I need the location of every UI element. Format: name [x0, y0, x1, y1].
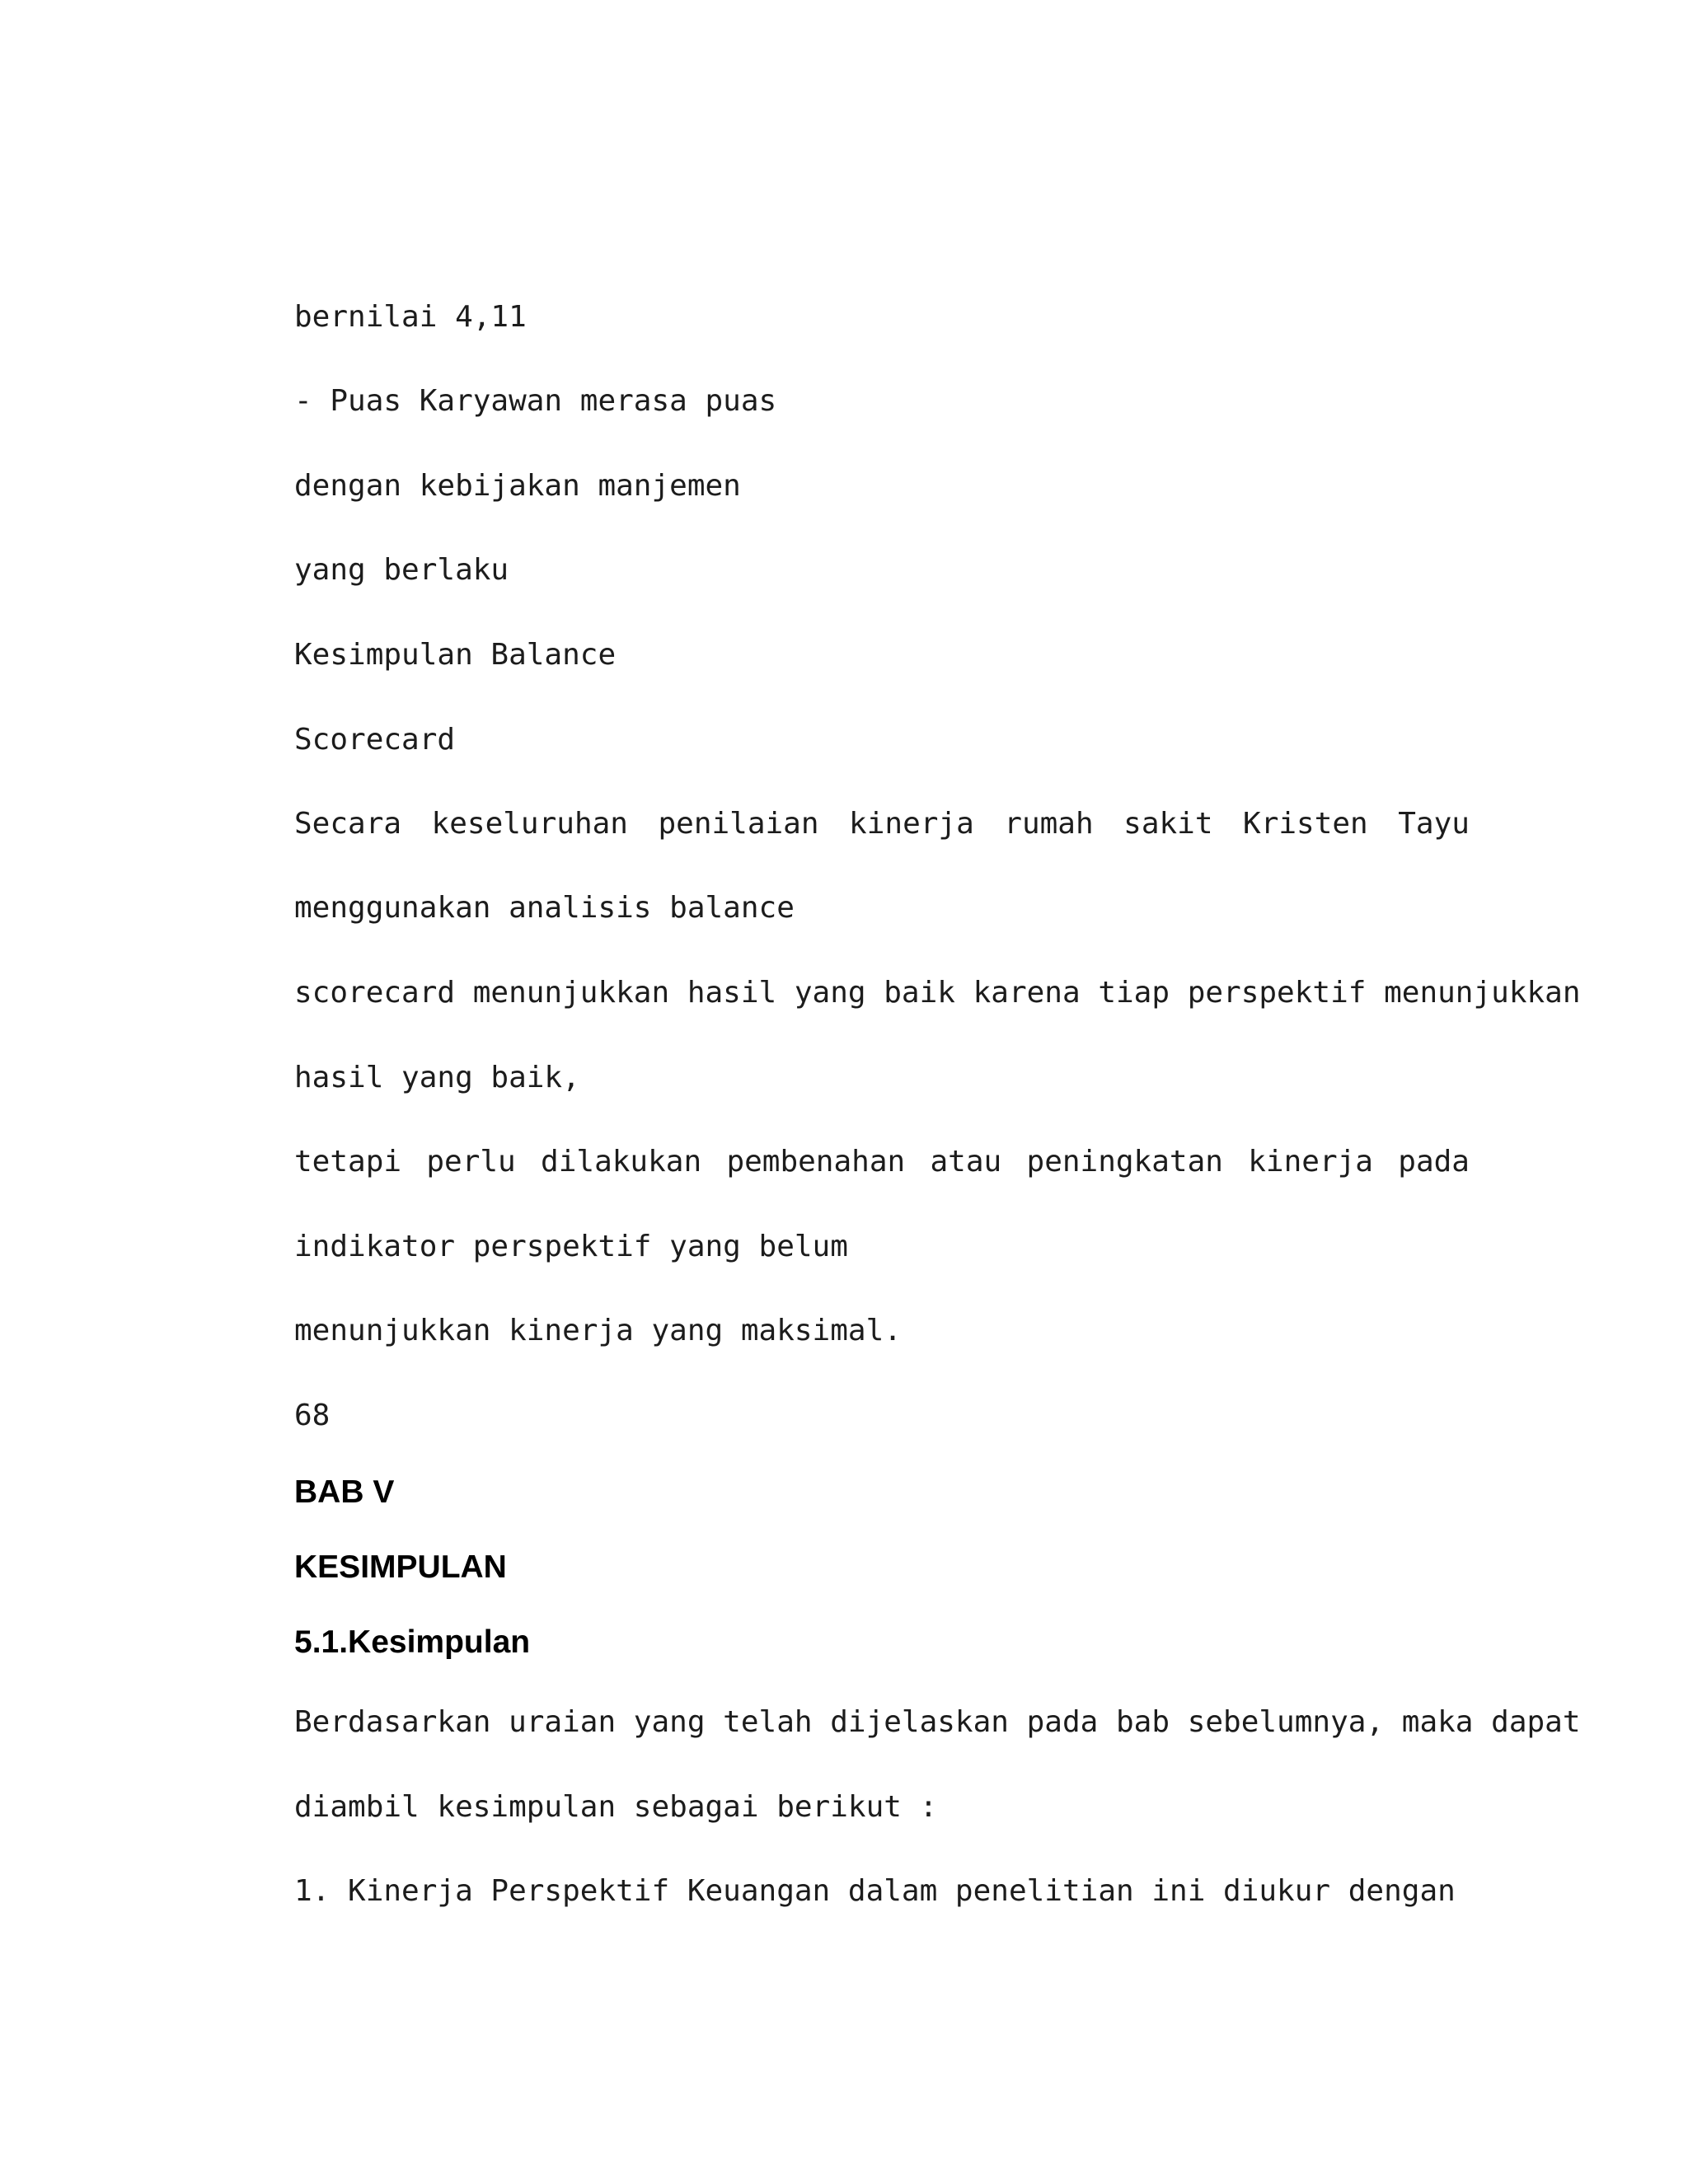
text-line: Berdasarkan uraian yang telah dijelaskan pada bab sebelumnya, maka dapat: [294, 1705, 1581, 1739]
text-line: diambil kesimpulan sebagai berikut :: [294, 1790, 938, 1824]
text-line: Scorecard: [294, 723, 456, 757]
word: Tayu: [1398, 807, 1470, 841]
text-line: - Puas Karyawan merasa puas: [294, 384, 777, 418]
word: pada: [1398, 1145, 1470, 1179]
justified-text-line: [294, 804, 1470, 845]
text-line: menggunakan analisis balance: [294, 891, 795, 925]
word: perlu: [426, 1145, 516, 1179]
text-line: hasil yang baik,: [294, 1061, 580, 1094]
word: Secara: [294, 807, 402, 841]
word: dilakukan: [541, 1145, 702, 1179]
chapter-title: KESIMPULAN: [294, 1549, 507, 1585]
word: rumah: [1004, 807, 1094, 841]
text-line: yang berlaku: [294, 553, 509, 587]
word: Kristen: [1243, 807, 1368, 841]
word: kinerja: [849, 807, 974, 841]
text-line: scorecard menunjukkan hasil yang baik karena tiap perspektif menunjukkan: [294, 976, 1581, 1010]
word: sakit: [1123, 807, 1213, 841]
text-line: menunjukkan kinerja yang maksimal.: [294, 1314, 902, 1347]
word: penilaian: [658, 807, 819, 841]
justified-text-line: [294, 1141, 1470, 1183]
text-line: dengan kebijakan manjemen: [294, 469, 741, 503]
text-line: Kesimpulan Balance: [294, 638, 617, 672]
word: atau: [930, 1145, 1002, 1179]
word: keseluruhan: [431, 807, 628, 841]
word: kinerja: [1248, 1145, 1373, 1179]
section-heading: 5.1.Kesimpulan: [294, 1624, 531, 1660]
word: pembenahan: [726, 1145, 906, 1179]
page-number: 68: [294, 1399, 331, 1432]
list-item: 1. Kinerja Perspektif Keuangan dalam penelitian ini diukur dengan: [294, 1874, 1456, 1908]
word: tetapi: [294, 1145, 402, 1179]
text-line: indikator perspektif yang belum: [294, 1230, 848, 1263]
chapter-number: BAB V: [294, 1474, 395, 1510]
text-line: bernilai 4,11: [294, 300, 527, 334]
word: peningkatan: [1026, 1145, 1223, 1179]
